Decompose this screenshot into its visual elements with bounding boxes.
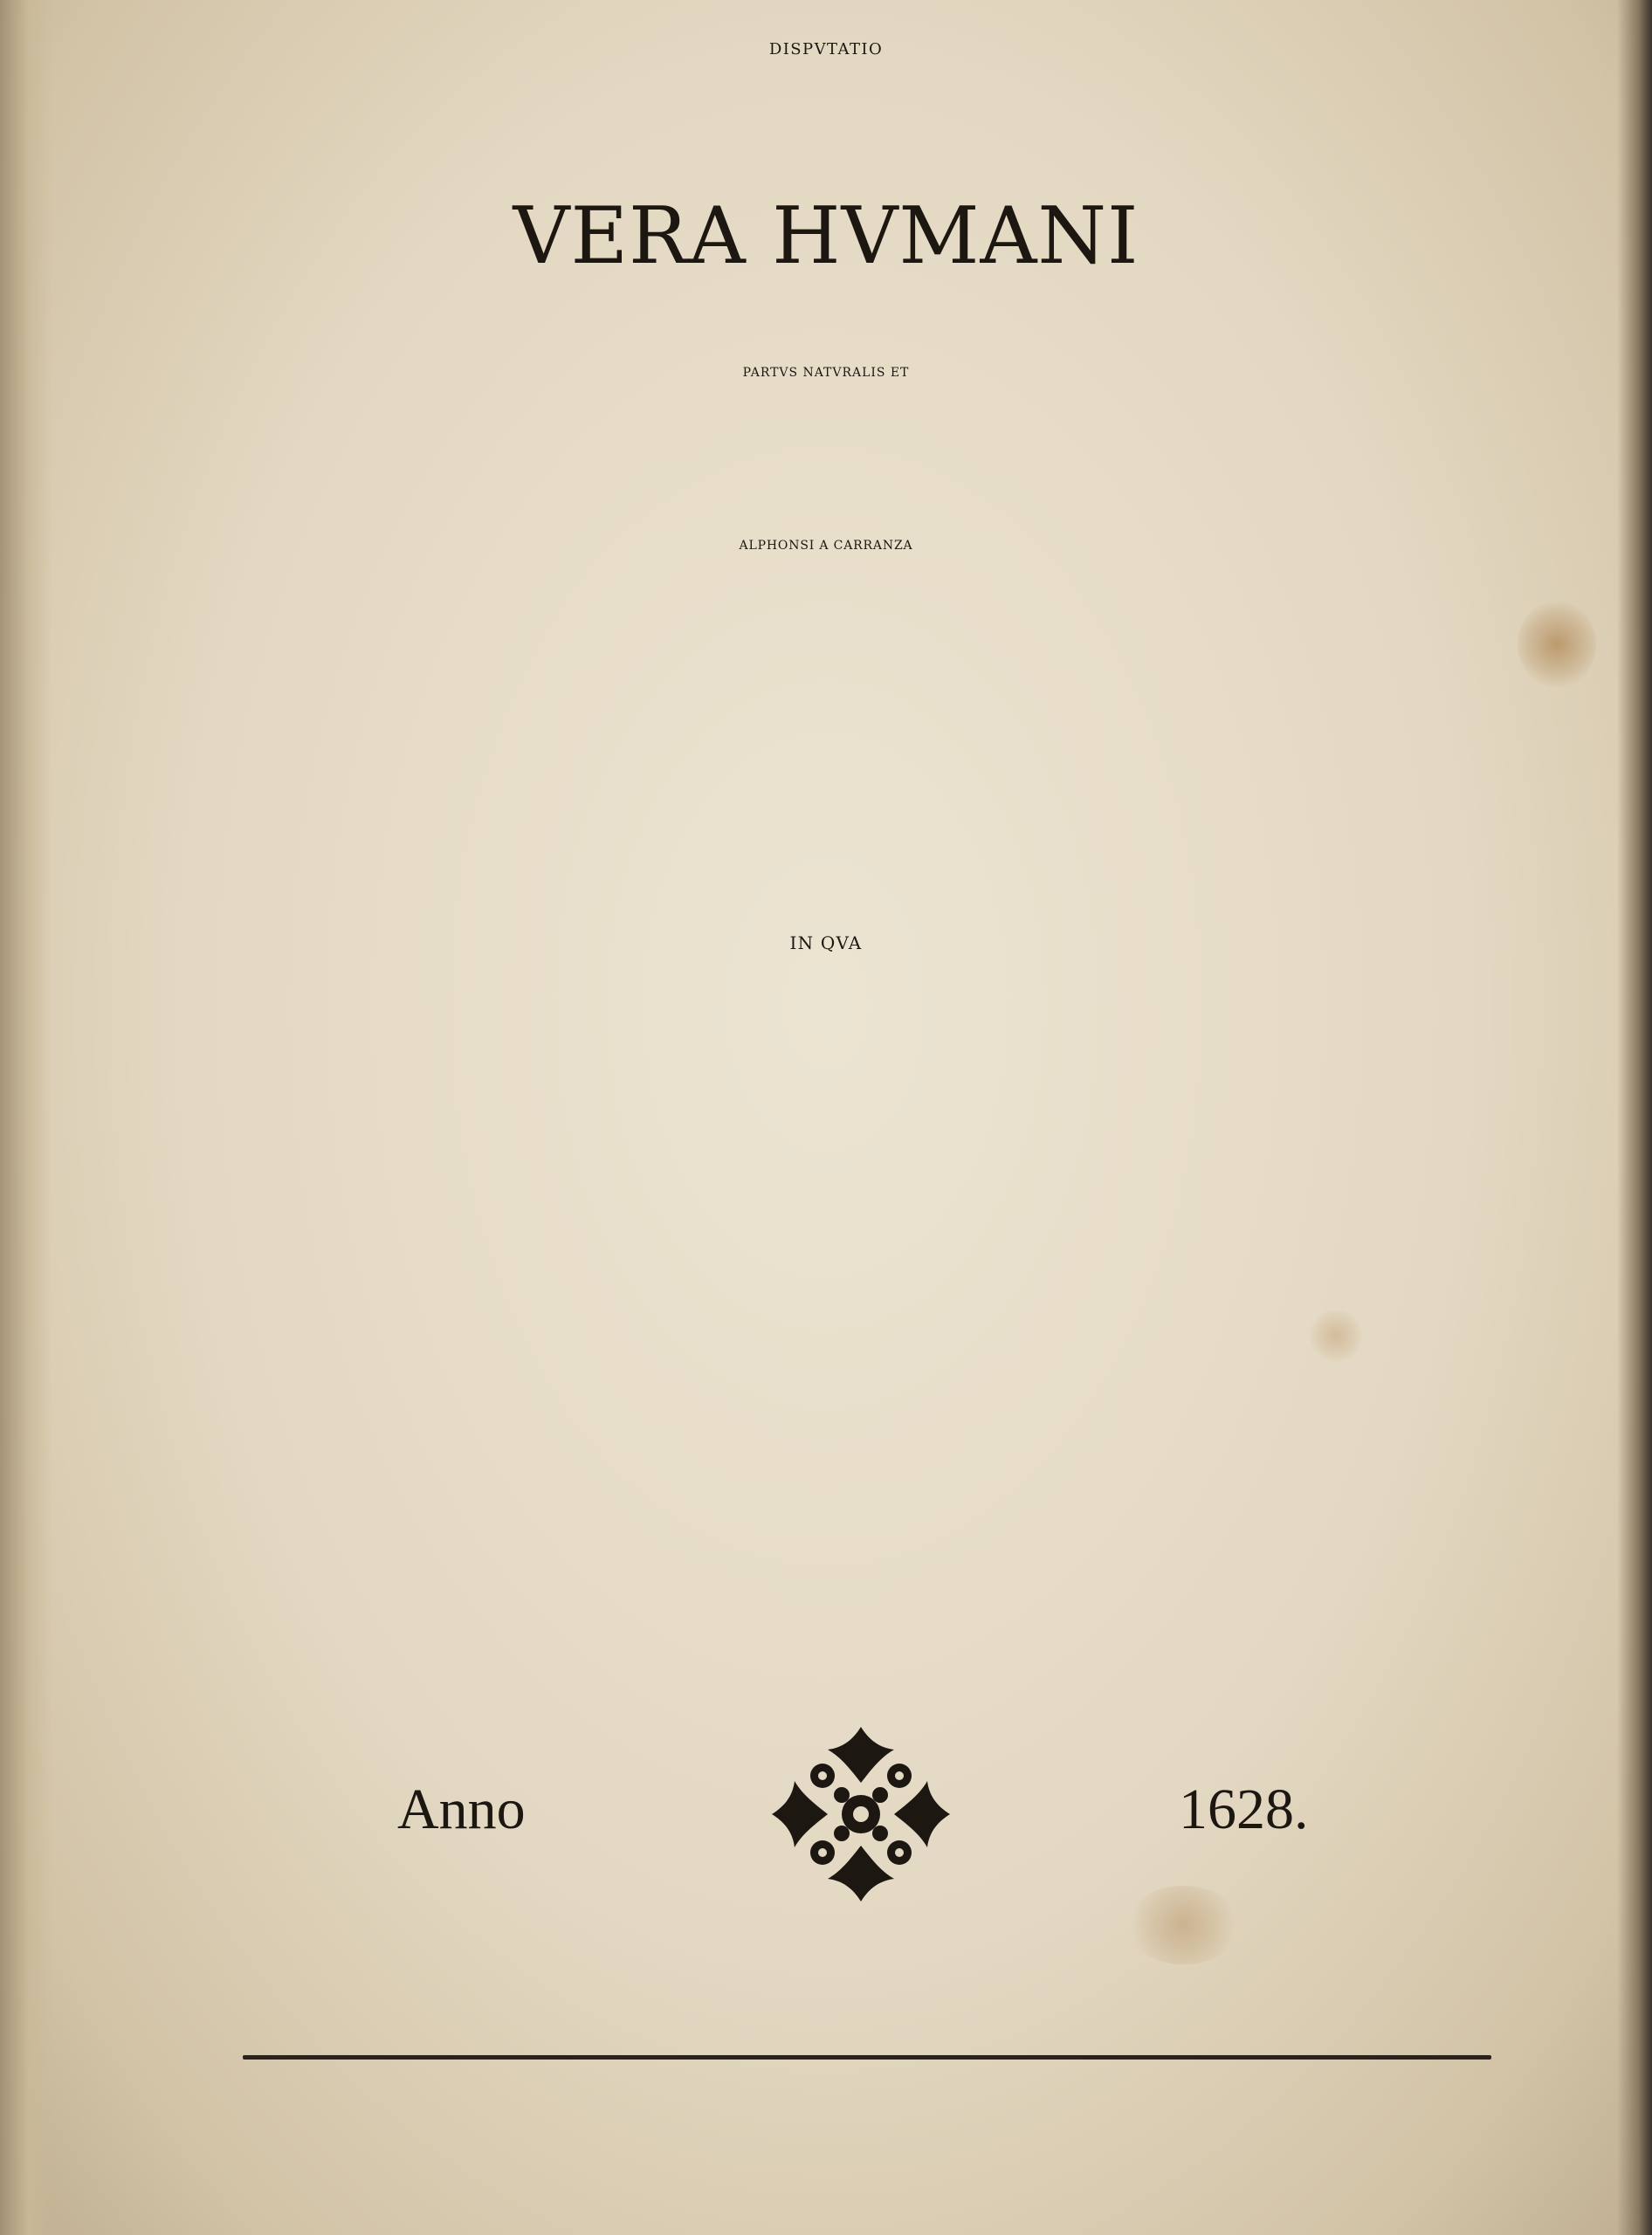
foxing-stain: [1310, 1310, 1362, 1362]
in-qua-heading: IN QVA: [789, 932, 863, 953]
foxing-stain: [1518, 601, 1596, 688]
fleuron-ornament: [765, 1722, 957, 1907]
year-value: 1628.: [1179, 1778, 1309, 1841]
foxing-stain: [1126, 1886, 1240, 1964]
title-line-vera-humani: VERA HVMANI: [513, 190, 1139, 282]
title-line-disputatio: DISPVTATIO: [768, 40, 884, 58]
title-line-partus: PARTVS NATVRALIS ET: [742, 366, 910, 380]
author-name: ALPHONSI A CARRANZA: [739, 539, 913, 553]
year-label: Anno: [397, 1778, 526, 1841]
divider-rule: [243, 2055, 1491, 2060]
